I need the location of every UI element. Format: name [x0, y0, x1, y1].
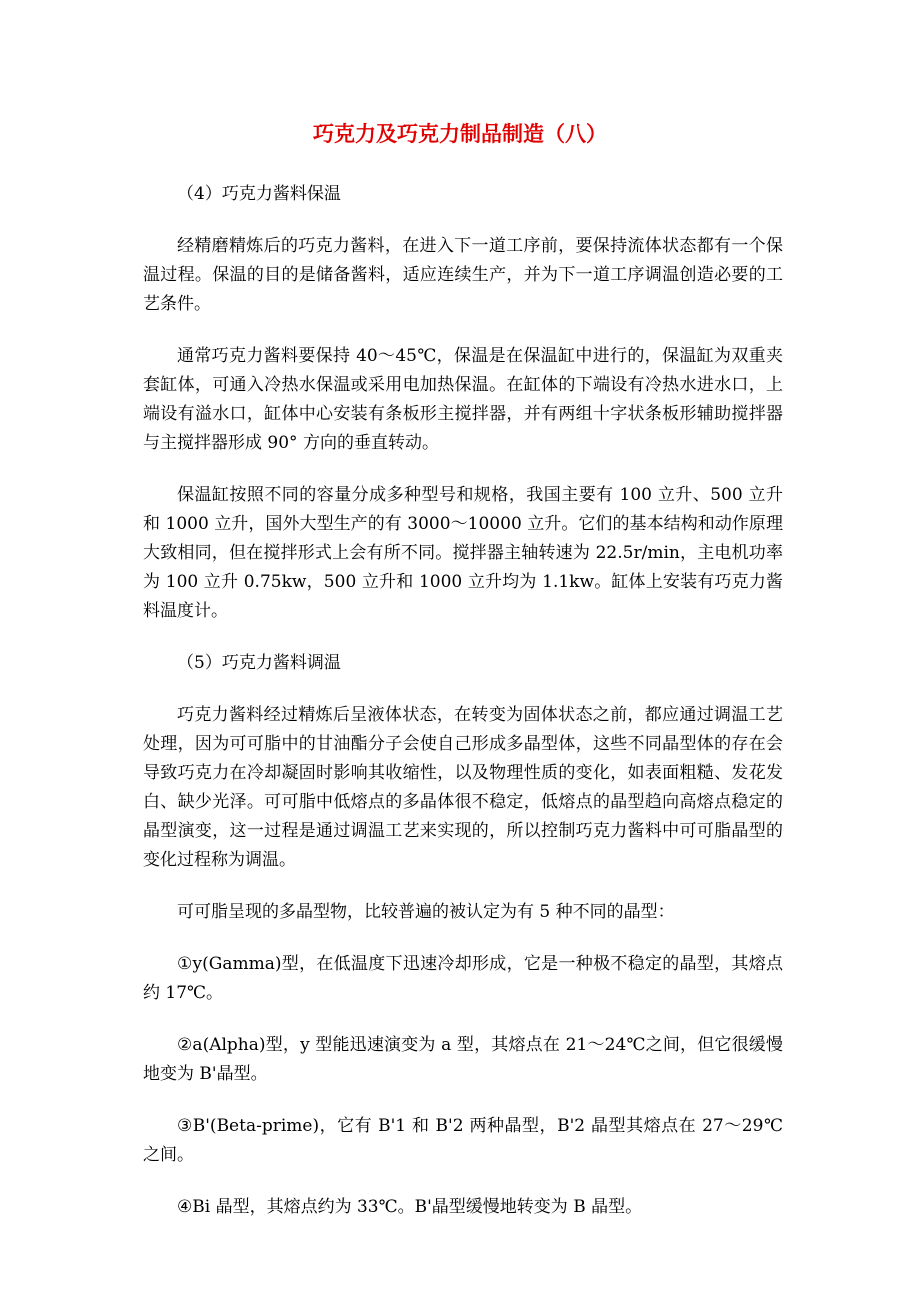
section-heading-5: （5）巧克力酱料调温	[177, 653, 341, 673]
paragraph-tank-specs: 保温缸按照不同的容量分成多种型号和规格，我国主要有 100 立升、500 立升和 1000 立升，国外大型生产的有 3000～10000 立升。它们的基本结构和动作原理大致相同，但在搅拌形式上会有所不同。搅拌器主轴转速为 22.5r/min，主电机功率为 100 立升 0.75kw，500 立升和 1000 立升均为 1.1kw。缸体上安装有巧克力酱料温度计。	[143, 485, 783, 621]
paragraph-crystal-forms-intro: 可可脂呈现的多晶型物，比较普遍的被认定为有 5 种不同的晶型：	[177, 902, 675, 922]
paragraph-holding-tank: 通常巧克力酱料要保持 40～45℃，保温是在保温缸中进行的，保温缸为双重夹套缸体，可通入冷热水保温或采用电加热保温。在缸体的下端设有冷热水进水口，上端设有溢水口，缸体中心安装有条板形主搅拌器，并有两组十字状条板形辅助搅拌器与主搅拌器形成 90° 方向的垂直转动。	[143, 346, 783, 453]
list-item-beta-i: ④Bi 晶型，其熔点约为 33℃。B'晶型缓慢地转变为 B 晶型。	[177, 1197, 643, 1217]
paragraph-holding-purpose: 经精磨精炼后的巧克力酱料，在进入下一道工序前，要保持流体状态都有一个保温过程。保温的目的是储备酱料，适应连续生产，并为下一道工序调温创造必要的工艺条件。	[143, 236, 783, 314]
paragraph-tempering: 巧克力酱料经过精炼后呈液体状态，在转变为固体状态之前，都应通过调温工艺处理，因为可可脂中的甘油酯分子会使自己形成多晶型体，这些不同晶型体的存在会导致巧克力在冷却凝固时影响其收缩性，以及物理性质的变化，如表面粗糙、发花发白、缺少光泽。可可脂中低熔点的多晶体很不稳定，低熔点的晶型趋向高熔点稳定的晶型演变，这一过程是通过调温工艺来实现的，所以控制巧克力酱料中可可脂晶型的变化过程称为调温。	[143, 705, 783, 870]
document-title: 巧克力及巧克力制品制造（八）	[313, 121, 607, 146]
document-body	[143, 180, 783, 1245]
section-heading-4: （4）巧克力酱料保温	[177, 184, 341, 204]
list-item-alpha: ②a(Alpha)型，y 型能迅速演变为 a 型，其熔点在 21～24℃之间，但它很缓慢地变为 B'晶型。	[143, 1035, 783, 1084]
list-item-beta-prime: ③B'(Beta-prime)，它有 B'1 和 B'2 两种晶型，B'2 晶型其熔点在 27～29℃之间。	[143, 1116, 783, 1165]
list-item-gamma: ①y(Gamma)型，在低温度下迅速冷却形成，它是一种极不稳定的晶型，其熔点约 17℃。	[143, 954, 783, 1003]
